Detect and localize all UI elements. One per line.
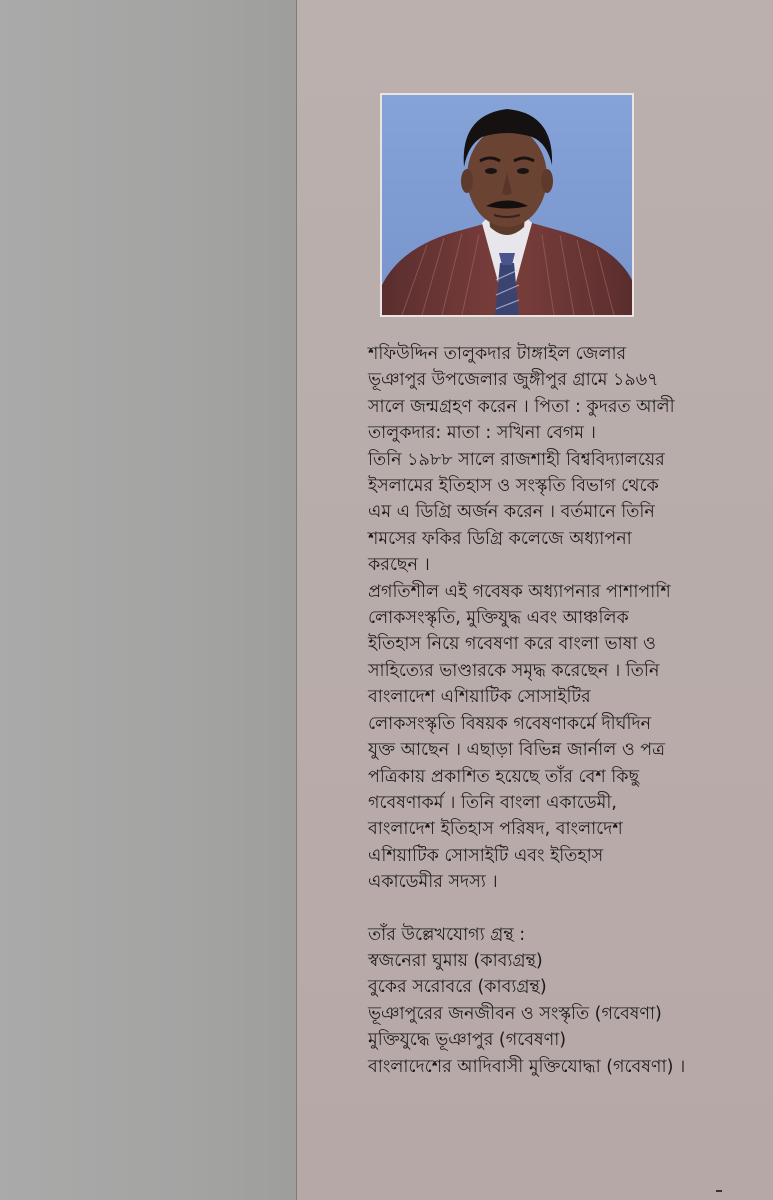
author-portrait-icon <box>382 95 632 315</box>
book-item: বুকের সরোবরে (কাব্যগ্রন্থ) <box>368 977 547 998</box>
bio-line-7: এম এ ডিগ্রি অর্জন করেন । বর্তমানে তিনি <box>368 502 655 523</box>
books-heading: তাঁর উল্লেখযোগ্য গ্রন্থ : <box>368 924 526 945</box>
book-item: বাংলাদেশের আদিবাসী মুক্তিযোদ্ধা (গবেষণা) । <box>368 1056 686 1077</box>
bio-line-10: প্রগতিশীল এই গবেষক অধ্যাপনার পাশাপাশি <box>368 581 671 602</box>
bio-line-13: সাহিত্যের ভাণ্ডারকে সমৃদ্ধ করেছেন । তিনি <box>368 660 660 681</box>
bio-line-2: ভূঞাপুর উপজেলার জুঙ্গীপুর গ্রামে ১৯৬৭ <box>368 370 659 391</box>
bio-line-19: বাংলাদেশ ইতিহাস পরিষদ, বাংলাদেশ <box>368 819 623 840</box>
books-list <box>368 948 713 1080</box>
corner-mark <box>716 1190 722 1192</box>
book-item: স্বজনেরা ঘুমায় (কাব্যগ্রন্থ) <box>368 950 543 971</box>
section-spacer <box>368 896 713 922</box>
bio-line-1: শফিউদ্দিন তালুকদার টাঙ্গাইল জেলার <box>368 344 627 364</box>
bio-line-8: শমসের ফকির ডিগ্রি কলেজে অধ্যাপনা <box>368 528 632 549</box>
bio-line-17: পত্রিকায় প্রকাশিত হয়েছে তাঁর বেশ কিছু <box>368 766 640 787</box>
book-spine-left-panel <box>0 0 297 1200</box>
bio-line-14: বাংলাদেশ এশিয়াটিক সোসাইটির <box>368 687 591 708</box>
bio-line-11: লোকসংস্কৃতি, মুক্তিযুদ্ধ এবং আঞ্চলিক <box>368 608 629 629</box>
bio-line-16: যুক্ত আছেন । এছাড়া বিভিন্ন জার্নাল ও পত্র <box>368 740 666 761</box>
bio-line-18: গবেষণাকর্ম । তিনি বাংলা একাডেমী, <box>368 792 617 813</box>
bio-line-9: করছেন । <box>368 555 430 576</box>
book-item: মুক্তিযুদ্ধে ভূঞাপুর (গবেষণা) <box>368 1030 567 1051</box>
author-photo <box>380 93 634 317</box>
bio-line-20: এশিয়াটিক সোসাইটি এবং ইতিহাস <box>368 845 604 866</box>
bio-line-3: সালে জন্মগ্রহণ করেন । পিতা : কুদরত আলী <box>368 396 675 417</box>
bio-line-4: তালুকদার: মাতা : সখিনা বেগম । <box>368 423 596 444</box>
bio-line-5: তিনি ১৯৮৮ সালে রাজশাহী বিশ্ববিদ্যালয়ের <box>368 449 665 470</box>
bio-line-15: লোকসংস্কৃতি বিষয়ক গবেষণাকর্মে দীর্ঘদিন <box>368 713 652 734</box>
bio-line-12: ইতিহাস নিয়ে গবেষণা করে বাংলা ভাষা ও <box>368 634 656 655</box>
author-biography <box>368 341 713 1080</box>
book-item: ভূঞাপুরের জনজীবন ও সংস্কৃতি (গবেষণা) <box>368 1003 662 1024</box>
bio-line-6: ইসলামের ইতিহাস ও সংস্কৃতি বিভাগ থেকে <box>368 476 659 497</box>
bio-line-21: একাডেমীর সদস্য । <box>368 872 498 893</box>
